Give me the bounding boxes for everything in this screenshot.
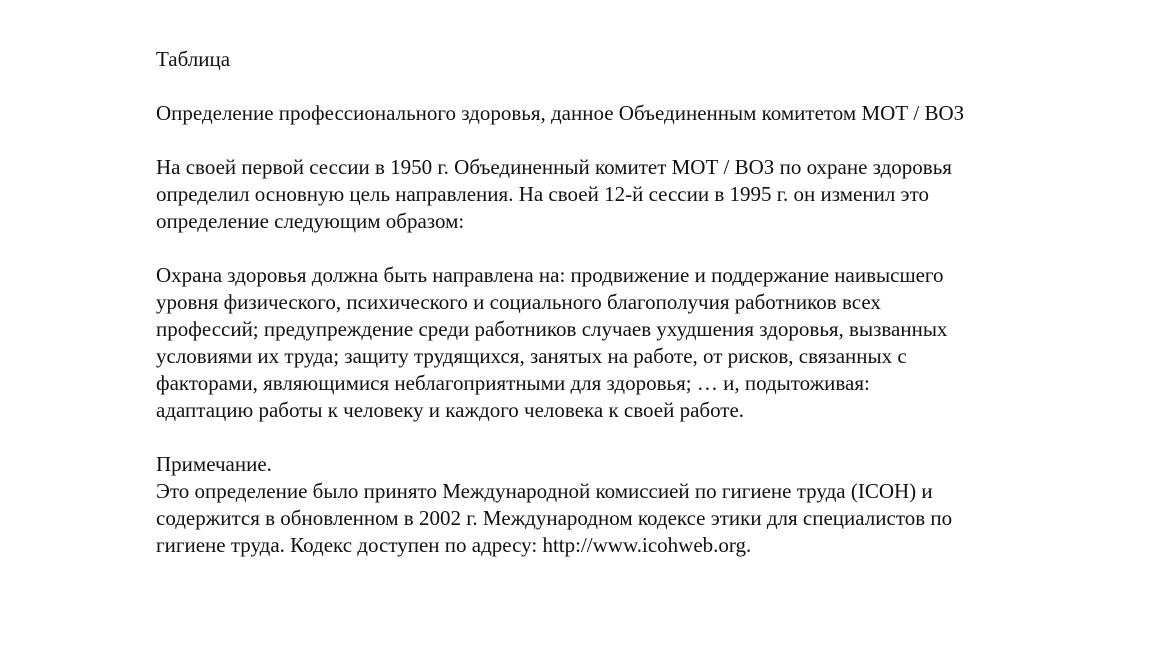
intro-line: На своей первой сессии в 1950 г. Объединенный комитет МОТ / ВОЗ по охране здоровья [156,155,952,179]
intro-line: определил основную цель направления. На своей 12-й сессии в 1995 г. он изменил это [156,182,929,206]
note-line: содержится в обновленном в 2002 г. Международном кодексе этики для специалистов по [156,506,953,530]
definition-line: Охрана здоровья должна быть направлена на: продвижение и поддержание наивысшего [156,263,944,287]
definition-line: адаптацию работы к человеку и каждого человека к своей работе. [156,398,745,422]
document-heading [156,46,1116,73]
document-page [156,46,1116,586]
note-line: Это определение было принято Международной комиссией по гигиене труда (ICOH) и [156,479,933,503]
definition-line: факторами, являющимися неблагоприятными для здоровья; … и, подытоживая: [156,371,870,395]
document-title [156,100,1116,127]
definition-line: уровня физического, психического и социального благополучия работников всех [156,290,881,314]
definition-line: профессий; предупреждение среди работников случаев ухудшения здоровья, вызванных [156,317,948,341]
heading-text: Таблица [156,47,231,71]
definition-line: условиями их труда; защиту трудящихся, занятых на работе, от рисков, связанных с [156,344,907,368]
definition-paragraph [156,262,1116,424]
note-label: Примечание. [156,452,272,476]
intro-line: определение следующим образом: [156,209,465,233]
note-line: гигиене труда. Кодекс доступен по адресу: http://www.icohweb.org. [156,533,752,557]
note-paragraph [156,451,1116,559]
title-text: Определение профессионального здоровья, данное Объединенным комитетом МОТ / ВОЗ [156,101,965,125]
intro-paragraph [156,154,1116,235]
